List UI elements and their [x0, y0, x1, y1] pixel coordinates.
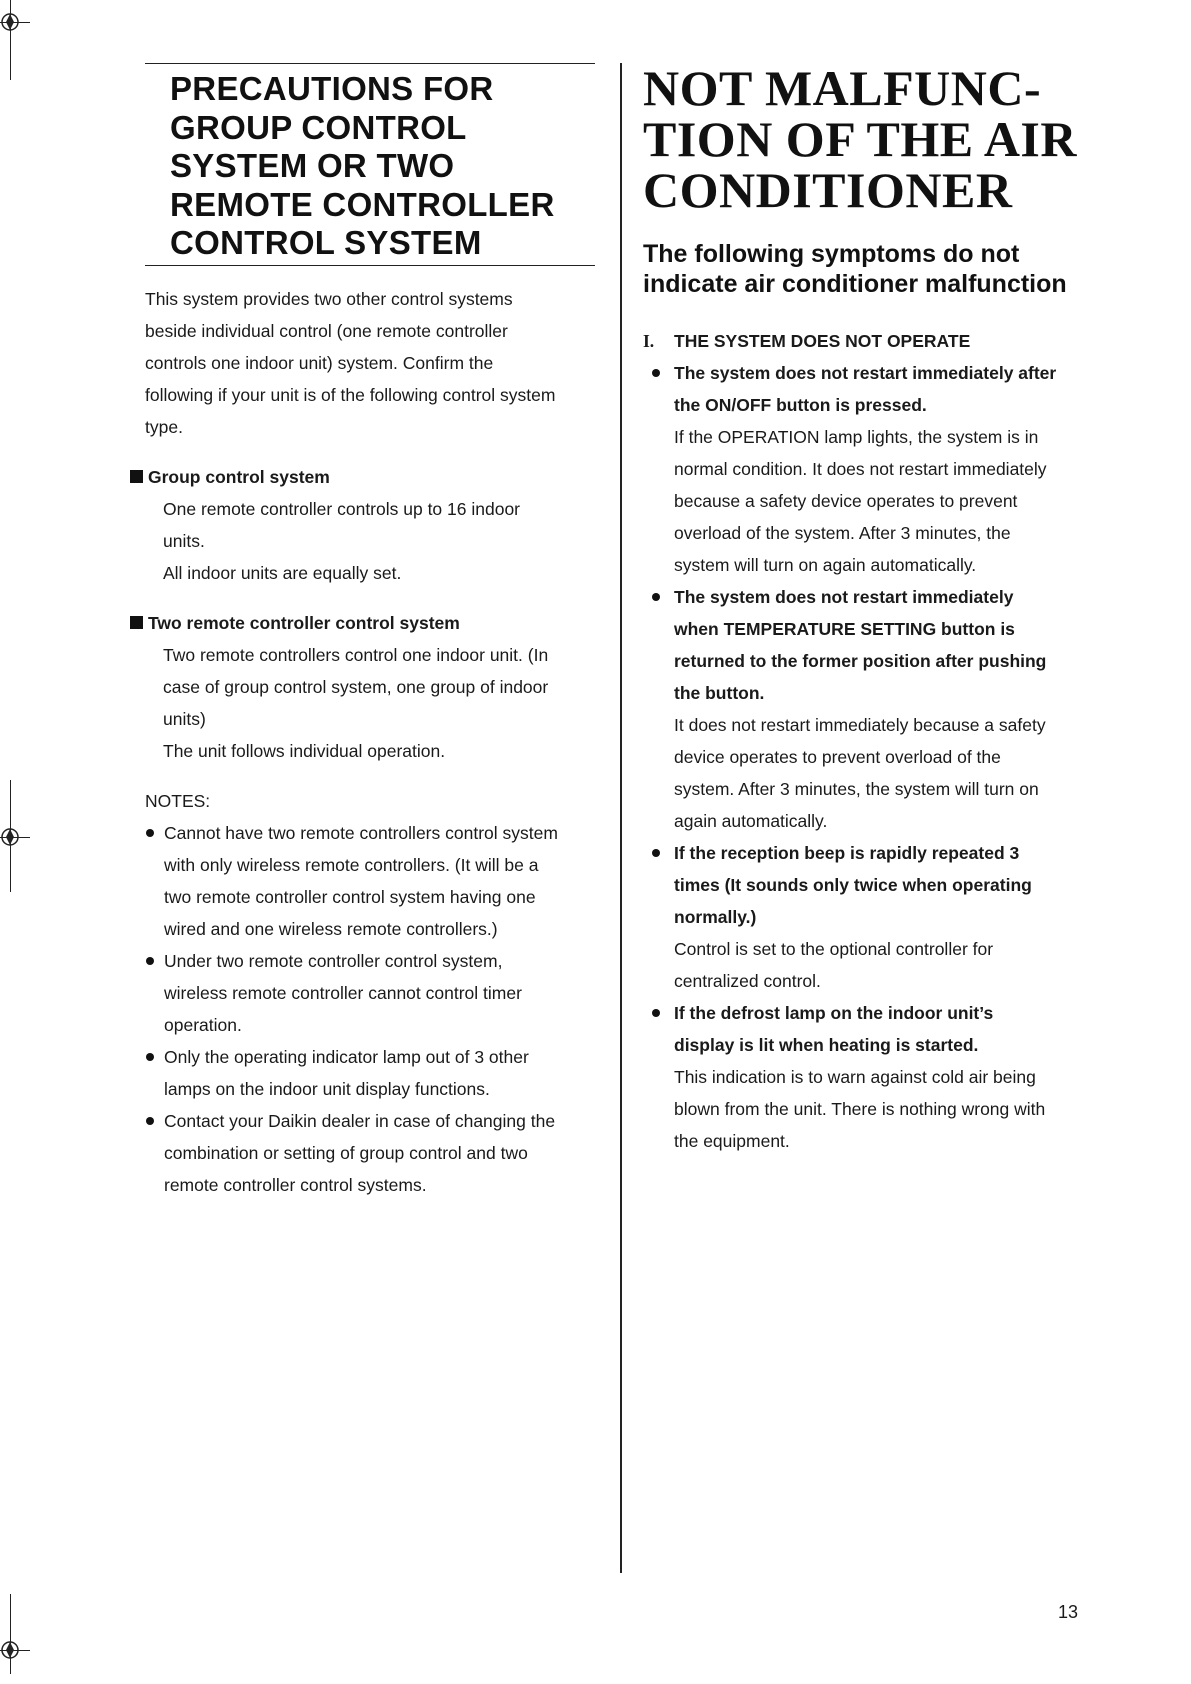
- title-line: REMOTE CONTROLLER: [170, 185, 555, 223]
- subtitle-line: indicate air conditioner malfunction: [643, 270, 1067, 298]
- section-number: I.: [643, 331, 655, 351]
- bullet-dot-icon: [652, 1009, 660, 1017]
- bullet-dot-icon: [146, 1053, 154, 1061]
- square-bullet-icon: [130, 470, 143, 483]
- text-line: Contact your Daikin dealer in case of changing the: [164, 1110, 556, 1131]
- symptom-title: [674, 837, 1093, 933]
- text-line: the equipment.: [674, 1131, 790, 1151]
- symptom-title: [674, 997, 1093, 1061]
- precautions-title: [170, 70, 595, 263]
- text-line: units): [163, 708, 206, 729]
- list-item: [145, 945, 595, 1041]
- heading-text: Two remote controller control system: [148, 612, 460, 633]
- title-line: SYSTEM OR TWO: [170, 147, 455, 184]
- text-line: system will turn on again automatically.: [674, 555, 977, 575]
- text-line: system. After 3 minutes, the system will turn on: [674, 779, 1039, 799]
- text-line: type.: [145, 416, 183, 437]
- bullet-dot-icon: [652, 593, 660, 601]
- text-line: If the reception beep is rapidly repeated 3: [674, 843, 1020, 863]
- text-line: display is lit when heating is started.: [674, 1035, 979, 1055]
- list-item: [145, 817, 595, 945]
- text-line: lamps on the indoor unit display functions.: [164, 1078, 490, 1099]
- text-line: with only wireless remote controllers. (It will be a: [164, 854, 539, 875]
- symptom-text: [674, 709, 1093, 837]
- text-line: It does not restart immediately because a safety: [674, 715, 1046, 735]
- symptom-text: [674, 1061, 1093, 1157]
- left-column: [145, 63, 595, 1201]
- text-line: If the defrost lamp on the indoor unit’s: [674, 1003, 994, 1023]
- text-line: units.: [163, 530, 205, 551]
- notes-title: NOTES:: [145, 790, 211, 811]
- bullet-dot-icon: [146, 829, 154, 837]
- two-remote-block: [145, 607, 595, 767]
- symptom-list: [643, 357, 1093, 1157]
- subtitle: [643, 239, 1093, 299]
- text-line: returned to the former position after pushing: [674, 651, 1047, 671]
- registration-target-icon: [0, 1638, 22, 1662]
- symptom-item: [643, 581, 1093, 837]
- two-remote-body: [145, 639, 595, 767]
- not-malfunction-title: [643, 60, 1093, 218]
- list-item: [145, 1041, 595, 1105]
- text-line: Control is set to the optional controller for: [674, 939, 994, 959]
- text-line: device operates to prevent overload of the: [674, 747, 1001, 767]
- page-number: 13: [1058, 1602, 1079, 1622]
- title-line: TION OF THE AIR: [643, 111, 1077, 167]
- text-line: combination or setting of group control and two: [164, 1142, 528, 1163]
- title-line: CONDITIONER: [643, 162, 1013, 218]
- group-control-block: [145, 461, 595, 589]
- square-bullet-icon: [130, 616, 143, 629]
- section-title: THE SYSTEM DOES NOT OPERATE: [674, 331, 971, 351]
- section-heading: [643, 325, 1093, 357]
- heading-text: Group control system: [148, 466, 330, 487]
- intro-paragraph: [145, 283, 595, 443]
- column-divider: [620, 63, 622, 1573]
- text-line: centralized control.: [674, 971, 821, 991]
- text-line: This system provides two other control systems: [145, 288, 513, 309]
- text-line: when TEMPERATURE SETTING button is: [674, 619, 1015, 639]
- symptom-item: [643, 997, 1093, 1157]
- text-line: wired and one wireless remote controllers.): [164, 918, 498, 939]
- precautions-title-box: [145, 63, 595, 266]
- text-line: controls one indoor unit) system. Confirm the: [145, 352, 494, 373]
- text-line: beside individual control (one remote controller: [145, 320, 508, 341]
- text-line: Only the operating indicator lamp out of 3 other: [164, 1046, 529, 1067]
- text-line: blown from the unit. There is nothing wrong with: [674, 1099, 1046, 1119]
- two-remote-heading: [145, 607, 595, 639]
- title-line: CONTROL SYSTEM: [170, 224, 482, 261]
- text-line: Cannot have two remote controllers control system: [164, 822, 558, 843]
- group-control-body: [145, 493, 595, 589]
- right-column: [643, 60, 1093, 1157]
- text-line: normal condition. It does not restart immediately: [674, 459, 1047, 479]
- crop-mark-top: [0, 0, 34, 80]
- text-line: This indication is to warn against cold air being: [674, 1067, 1036, 1087]
- text-line: The system does not restart immediately after: [674, 363, 1057, 383]
- text-line: two remote controller control system having one: [164, 886, 536, 907]
- text-line: wireless remote controller cannot control timer: [164, 982, 522, 1003]
- title-line: GROUP CONTROL: [170, 108, 467, 146]
- symptom-text: [674, 421, 1093, 581]
- text-line: again automatically.: [674, 811, 828, 831]
- text-line: times (It sounds only twice when operating: [674, 875, 1032, 895]
- notes-list: [145, 817, 595, 1201]
- text-line: All indoor units are equally set.: [163, 562, 402, 583]
- text-line: remote controller control systems.: [164, 1174, 427, 1195]
- group-control-heading: [145, 461, 595, 493]
- text-line: Two remote controllers control one indoor unit. (In: [163, 644, 549, 665]
- text-line: the button.: [674, 683, 765, 703]
- text-line: Under two remote controller control system,: [164, 950, 503, 971]
- bullet-dot-icon: [146, 957, 154, 965]
- list-item: [145, 1105, 595, 1201]
- symptom-text: [674, 933, 1093, 997]
- text-line: operation.: [164, 1014, 242, 1035]
- symptom-item: [643, 837, 1093, 997]
- symptom-title: [674, 581, 1093, 709]
- text-line: the ON/OFF button is pressed.: [674, 395, 927, 415]
- text-line: If the OPERATION lamp lights, the system is in: [674, 427, 1039, 447]
- text-line: The unit follows individual operation.: [163, 740, 446, 761]
- symptom-title: [674, 357, 1093, 421]
- registration-target-icon: [0, 10, 22, 34]
- crop-mark-middle: [0, 780, 34, 892]
- text-line: overload of the system. After 3 minutes, the: [674, 523, 1011, 543]
- text-line: because a safety device operates to prevent: [674, 491, 1018, 511]
- registration-target-icon: [0, 825, 22, 849]
- text-line: normally.): [674, 907, 757, 927]
- text-line: case of group control system, one group of indoor: [163, 676, 549, 697]
- crop-mark-bottom: [0, 1594, 34, 1684]
- subtitle-line: The following symptoms do not: [643, 240, 1020, 268]
- bullet-dot-icon: [652, 369, 660, 377]
- bullet-dot-icon: [146, 1117, 154, 1125]
- text-line: One remote controller controls up to 16 indoor: [163, 498, 520, 519]
- bullet-dot-icon: [652, 849, 660, 857]
- title-line: PRECAUTIONS FOR: [170, 70, 494, 107]
- text-line: following if your unit is of the following control system: [145, 384, 556, 405]
- text-line: The system does not restart immediately: [674, 587, 1014, 607]
- symptom-item: [643, 357, 1093, 581]
- title-line: NOT MALFUNC-: [643, 60, 1042, 116]
